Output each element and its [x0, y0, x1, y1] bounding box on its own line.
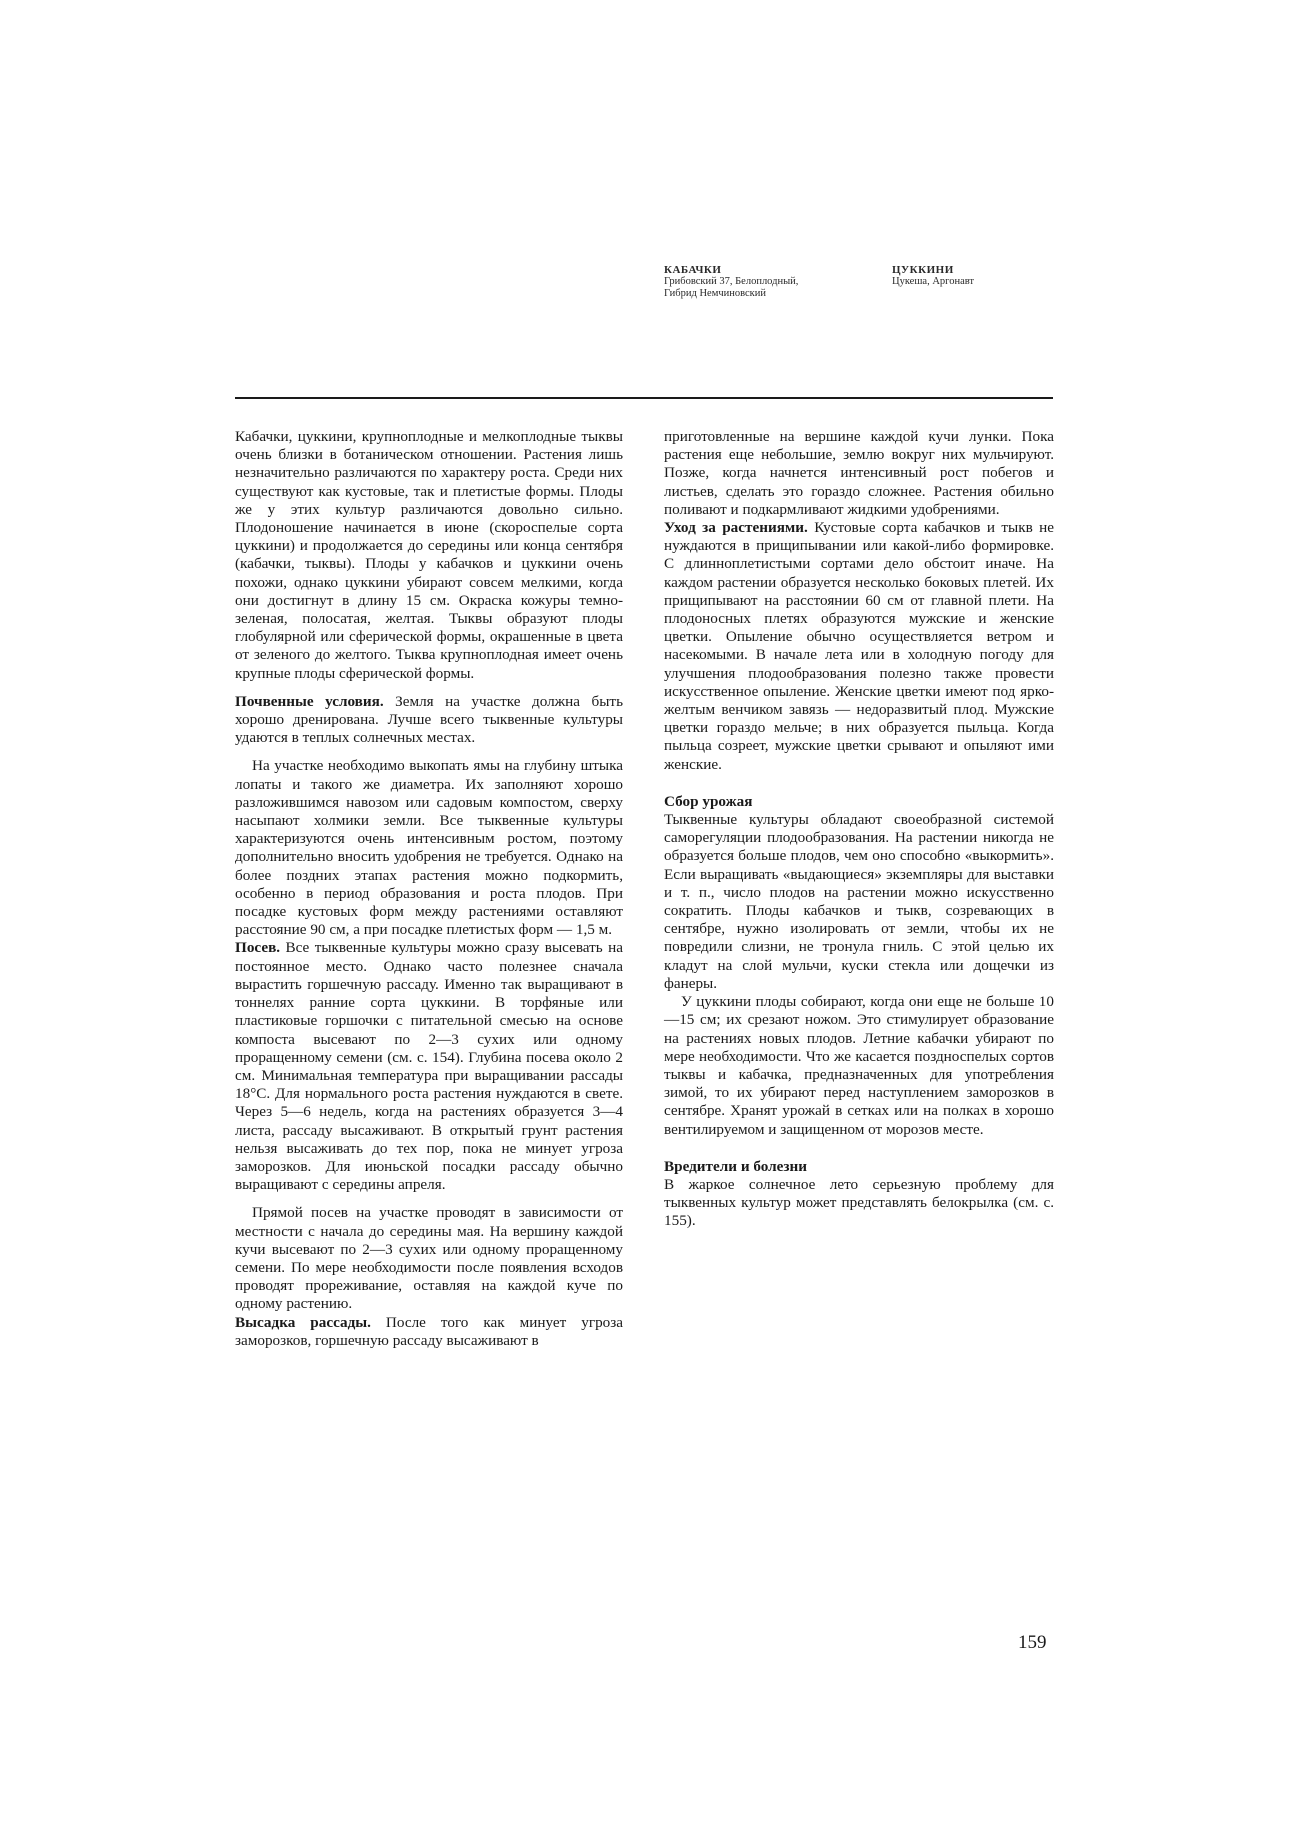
caption-title: ЦУККИНИ	[892, 264, 954, 276]
caption-line: Грибовский 37, Белоплодный,	[664, 276, 799, 287]
horizontal-divider	[235, 397, 1053, 399]
paragraph-text: Земля на участке должна быть хорошо дренирована. Лучше всего тыквенные культуры удаются в теплых солнечных местах.	[235, 692, 623, 747]
text-column-right	[664, 428, 1054, 1231]
run-in-heading: Высадка рассады.	[235, 1313, 371, 1331]
caption-line: Цукеша, Аргонавт	[892, 276, 975, 287]
photo-caption-zucchini	[664, 264, 874, 300]
run-in-heading: Уход за растениями.	[664, 519, 808, 537]
page-number: 159	[1018, 1632, 1047, 1653]
paragraph: приготовленные на вершине каждой кучи лунки. Пока растения еще небольшие, землю вокруг них мульчируют. Позже, когда начнется интенсивный рост побегов и листьев, сделать это гораздо сложнее. Растения обильно поливают и подкармливают жидкими удобрениями.	[664, 428, 1054, 518]
run-in-heading: Посев.	[235, 939, 281, 957]
section-heading: Вредители и болезни	[664, 1157, 808, 1175]
paragraph	[235, 693, 623, 748]
text-column-left	[235, 428, 623, 1350]
paragraph-text: Кустовые сорта кабачков и тыкв не нуждаются в прищипывании или какой-либо формировке. С длинноплетистыми сортами дело обстоит иначе. На каждом растении образуется несколько боковых плетей. Их прищипывают на расстоянии 60 см от главной плети. На плодоносных плетях образуются мужские и женские цветки. Опыление обычно осуществляется ветром и насекомыми. В начале лета или в холодную погоду для улучшения плодообразования полезно также провести искусственное опыление. Женские цветки имеют под ярко-желтым венчиком завязь — недоразвитый плод. Мужские цветки гораздо мельче; в них образуется пыльца. Когда пыльца созреет, мужские цветки срывают и опыляют ими женские.	[664, 519, 1055, 773]
paragraph: В жаркое солнечное лето серьезную проблему для тыквенных культур может представлять белокрылка (см. с. 155).	[664, 1175, 1054, 1230]
run-in-heading: Почвенные условия.	[235, 692, 384, 710]
caption-title: КАБАЧКИ	[664, 264, 722, 276]
paragraph: На участке необходимо выкопать ямы на глубину штыка лопаты и такого же диаметра. Их заполняют хорошо разложившимся навозом или садовым компостом, сверху насыпают холмики земли. Все тыквенные культуры характеризуются очень интенсивным ростом, поэтому дополнительно вносить удобрения не требуется. Однако на более поздних этапах растения можно подкормить, особенно в период образования и роста плодов. При посадке кустовых форм между растениями оставляют расстояние 90 см, а при посадке плетистых форм — 1,5 м.	[235, 757, 623, 939]
paragraph-text: После того как минует угроза заморозков, горшечную рассаду высаживают в	[235, 1313, 623, 1349]
paragraph	[664, 519, 1054, 774]
photo-caption-courgette	[892, 264, 1082, 288]
paragraph	[235, 939, 623, 1194]
caption-line: Гибрид Немчиновский	[664, 288, 767, 299]
paragraph	[235, 1314, 623, 1350]
paragraph: Прямой посев на участке проводят в зависимости от местности с начала до середины мая. На вершину каждой кучи высевают по 2—3 сухих или одному проращенному семени. По мере необходимости после появления всходов проводят прореживание, оставляя на каждой куче по одному растению.	[235, 1204, 623, 1313]
paragraph: Кабачки, цуккини, крупноплодные и мелкоплодные тыквы очень близки в ботаническом отношении. Растения лишь незначительно различаются по характеру роста. Среди них существуют как кустовые, так и плетистые формы. Плоды же у этих культур различаются довольно сильно. Плодоношение начинается в июне (скороспелые сорта цуккини) и продолжается до середины или конца сентября (кабачки, тыквы). Плоды у кабачков и цуккини очень похожи, однако цуккини убирают совсем мелкими, когда они достигнут в длину 15 см. Окраска кожуры темно-зеленая, полосатая, желтая. Тыквы образуют плоды глобулярной или сферической формы, окрашенные в цвета от зеленого до желтого. Тыква крупноплодная имеет очень крупные плоды сферической формы.	[235, 428, 623, 682]
paragraph: У цуккини плоды собирают, когда они еще не больше 10—15 см; их срезают ножом. Это стимулирует образование на растениях новых плодов. Летние кабачки убирают по мере необходимости. Что же касается поздноспелых сортов тыквы и кабачка, предназначенных для употребления зимой, то их убирают перед наступлением заморозков в сентябре. Хранят урожай в сетках или на полках в хорошо вентилируемом и защищенном от морозов месте.	[664, 993, 1054, 1138]
paragraph-text: Все тыквенные культуры можно сразу высевать на постоянное место. Однако часто полезнее сначала вырастить горшечную рассаду. Именно так выращивают в тоннелях ранние сорта цуккини. В торфяные или пластиковые горшочки с питательной смесью на основе компоста высевают по 2—3 сухих или одному проращенному семени (см. с. 154). Глубина посева около 2 см. Минимальная температура при выращивании рассады 18°С. Для нормального роста растения нуждаются в свете. Через 5—6 недель, когда на растениях образуется 3—4 листа, рассаду высаживают. В открытый грунт растения нельзя высаживать до тех пор, пока не минует угроза заморозков. Для июньской посадки рассаду обычно выращивают с середины апреля.	[235, 939, 623, 1194]
section-heading: Сбор урожая	[664, 792, 753, 810]
paragraph: Тыквенные культуры обладают своеобразной системой саморегуляции плодообразования. На растении никогда не образуется больше плодов, чем оно способно «выкормить». Если выращивать «выдающиеся» экземпляры для выставки и т. п., число плодов на растении можно искусственно сократить. Плоды кабачков и тыкв, созревающих в сентябре, нужно изолировать от земли, чтобы их не повредили слизни, не тронула гниль. С этой целью их кладут на слой мульчи, куски стекла или дощечки из фанеры.	[664, 811, 1054, 992]
